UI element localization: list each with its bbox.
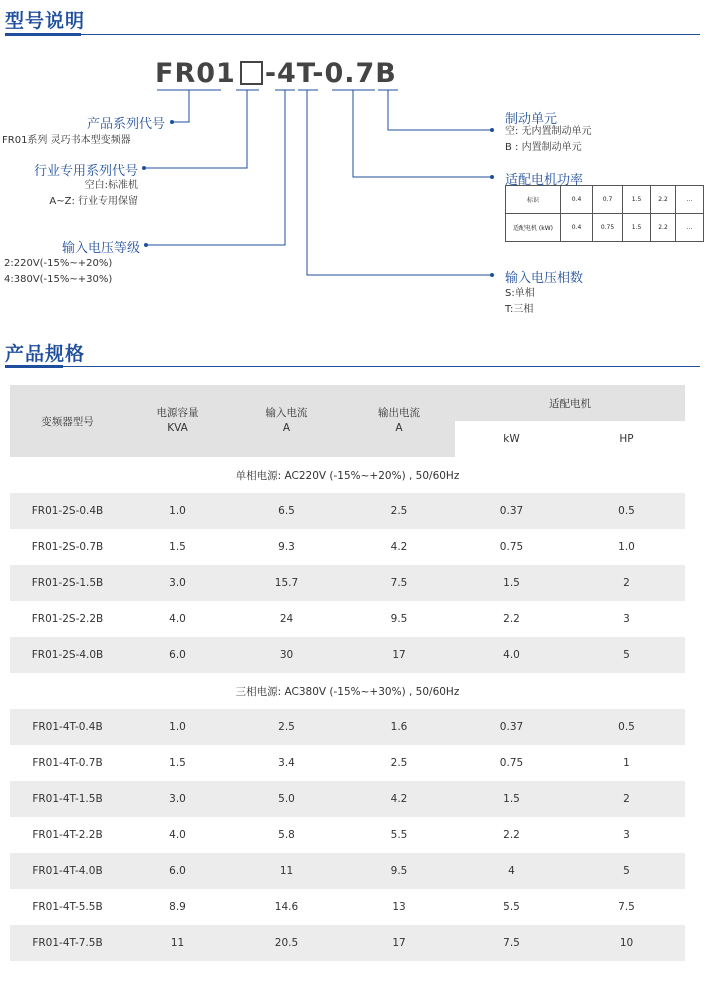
cell-model: FR01-4T-2.2B bbox=[32, 829, 103, 841]
section-title-spec: 产品规格 bbox=[5, 343, 86, 365]
label-input-phase: 输入电压相数 bbox=[505, 271, 584, 286]
cell-capacity: 3.0 bbox=[125, 781, 230, 817]
cell-output-current: 4.2 bbox=[343, 781, 455, 817]
label-voltage-level: 输入电压等级 bbox=[61, 241, 140, 256]
cell-kw: 0.75 bbox=[499, 541, 524, 553]
cell-output-current: 9.5 bbox=[343, 853, 455, 889]
group-title-row bbox=[10, 673, 685, 709]
header-motor: 适配电机 bbox=[455, 385, 685, 421]
cell-kw: 2.2 bbox=[503, 613, 520, 625]
cell-model: FR01-2S-2.2B bbox=[31, 613, 104, 625]
cell-output-current: 13 bbox=[392, 901, 406, 913]
cell-model: FR01-4T-0.7B bbox=[32, 757, 103, 769]
cell-input-current: 24 bbox=[279, 613, 294, 625]
desc-industry-standard: 空白:标准机 bbox=[84, 180, 138, 191]
desc-phase-three: T:三相 bbox=[505, 304, 534, 315]
power-kw-cell: 2.2 bbox=[651, 214, 676, 242]
cell-model: FR01-2S-4.0B bbox=[10, 637, 125, 673]
group-title-single-phase: 单相电源: AC220V (-15%~+20%) , 50/60Hz bbox=[10, 457, 685, 493]
cell-model: FR01-4T-5.5B bbox=[32, 901, 103, 913]
cell-hp: 5 bbox=[568, 853, 685, 889]
cell-hp: 10 bbox=[568, 925, 685, 961]
header-output-current bbox=[343, 385, 455, 457]
power-code-table bbox=[505, 185, 704, 242]
table-row bbox=[10, 637, 685, 673]
cell-input-current: 3.4 bbox=[278, 757, 295, 769]
label-brake-unit: 制动单元 bbox=[505, 112, 558, 127]
cell-input-current: 30 bbox=[230, 637, 343, 673]
cell-output-current: 17 bbox=[343, 637, 455, 673]
line-brake bbox=[388, 90, 492, 130]
header-output-current-label: 输出电流 bbox=[378, 407, 420, 419]
cell-kw: 2.2 bbox=[503, 829, 520, 841]
cell-kw: 4 bbox=[455, 853, 568, 889]
cell-model: FR01-4T-1.5B bbox=[10, 781, 125, 817]
section-divider bbox=[5, 366, 700, 367]
desc-brake-none: 空: 无内置制动单元 bbox=[505, 126, 592, 137]
label-series-code: 产品系列代号 bbox=[86, 117, 165, 132]
cell-output-current: 9.5 bbox=[390, 613, 408, 625]
cell-output-current: 2.5 bbox=[390, 757, 408, 769]
power-code-cell: 1.5 bbox=[623, 186, 651, 214]
power-code-cell: 标识 bbox=[506, 186, 561, 214]
table-row bbox=[10, 745, 685, 781]
cell-input-current: 15.7 bbox=[230, 565, 343, 601]
cell-kw: 1.5 bbox=[455, 781, 568, 817]
cell-capacity: 1.5 bbox=[169, 541, 186, 553]
line-phase bbox=[307, 90, 492, 275]
power-kw-cell: … bbox=[676, 214, 704, 242]
cell-hp: 1.0 bbox=[618, 541, 635, 553]
cell-capacity: 6.0 bbox=[125, 853, 230, 889]
cell-input-current: 5.0 bbox=[230, 781, 343, 817]
cell-input-current: 20.5 bbox=[230, 925, 343, 961]
cell-capacity: 1.0 bbox=[125, 709, 230, 745]
group-title-row bbox=[10, 457, 685, 493]
header-capacity-unit: KVA bbox=[167, 422, 188, 434]
cell-output-current: 5.5 bbox=[390, 829, 408, 841]
cell-hp: 7.5 bbox=[618, 901, 635, 913]
cell-output-current: 17 bbox=[343, 925, 455, 961]
cell-hp: 2 bbox=[568, 565, 685, 601]
cell-hp: 0.5 bbox=[568, 493, 685, 529]
cell-kw: 1.5 bbox=[455, 565, 568, 601]
cell-kw: 0.37 bbox=[455, 709, 568, 745]
cell-hp: 3 bbox=[623, 613, 630, 625]
cell-hp: 3 bbox=[623, 829, 630, 841]
power-code-row bbox=[506, 186, 704, 214]
table-row bbox=[10, 781, 685, 817]
cell-kw: 4.0 bbox=[455, 637, 568, 673]
desc-voltage-380: 4:380V(-15%~+30%) bbox=[4, 274, 113, 285]
cell-model: FR01-2S-0.7B bbox=[31, 541, 104, 553]
cell-kw: 7.5 bbox=[455, 925, 568, 961]
table-row bbox=[10, 493, 685, 529]
cell-kw: 5.5 bbox=[503, 901, 520, 913]
desc-series-code: FR01系列 灵巧书本型变频器 bbox=[2, 135, 131, 146]
header-input-current-unit: A bbox=[282, 422, 291, 434]
header-hp: HP bbox=[568, 421, 685, 457]
spec-table bbox=[10, 385, 685, 961]
power-code-cell: 0.4 bbox=[561, 186, 593, 214]
cell-capacity: 8.9 bbox=[169, 901, 186, 913]
power-code-cell: 2.2 bbox=[651, 186, 676, 214]
desc-voltage-220: 2:220V(-15%~+20%) bbox=[4, 258, 113, 269]
header-kw: kW bbox=[455, 421, 568, 457]
header-capacity-label: 电源容量 bbox=[156, 407, 199, 419]
table-row bbox=[10, 709, 685, 745]
cell-kw: 0.75 bbox=[499, 757, 524, 769]
header-capacity bbox=[125, 385, 230, 457]
cell-capacity: 3.0 bbox=[125, 565, 230, 601]
table-row bbox=[10, 853, 685, 889]
spec-header-row bbox=[10, 385, 685, 421]
model-code-suffix: -4T-0.7B bbox=[264, 58, 397, 89]
label-motor-power: 适配电机功率 bbox=[505, 173, 584, 188]
cell-hp: 0.5 bbox=[568, 709, 685, 745]
cell-model: FR01-4T-4.0B bbox=[10, 853, 125, 889]
cell-input-current: 14.6 bbox=[274, 901, 299, 913]
header-input-current bbox=[230, 385, 343, 457]
section-title-underline bbox=[5, 365, 63, 368]
desc-industry-reserved: A~Z: 行业专用保留 bbox=[49, 196, 138, 207]
cell-output-current: 2.5 bbox=[343, 493, 455, 529]
cell-model: FR01-2S-0.4B bbox=[10, 493, 125, 529]
power-kw-cell: 0.4 bbox=[561, 214, 593, 242]
table-row bbox=[10, 925, 685, 961]
cell-output-current: 7.5 bbox=[343, 565, 455, 601]
table-row bbox=[10, 601, 685, 637]
cell-capacity: 1.5 bbox=[169, 757, 186, 769]
cell-model: FR01-4T-0.4B bbox=[10, 709, 125, 745]
header-output-current-unit: A bbox=[395, 422, 403, 434]
cell-output-current: 1.6 bbox=[343, 709, 455, 745]
cell-capacity: 6.0 bbox=[125, 637, 230, 673]
line-power bbox=[353, 90, 492, 177]
cell-capacity: 1.0 bbox=[125, 493, 230, 529]
cell-capacity: 4.0 bbox=[169, 613, 186, 625]
power-kw-cell: 0.75 bbox=[593, 214, 623, 242]
header-input-current-label: 输入电流 bbox=[265, 407, 308, 419]
cell-input-current: 2.5 bbox=[230, 709, 343, 745]
line-series bbox=[172, 90, 189, 122]
group-title-three-phase: 三相电源: AC380V (-15%~+30%) , 50/60Hz bbox=[10, 673, 685, 709]
table-row bbox=[10, 889, 685, 925]
desc-phase-single: S:单相 bbox=[505, 288, 535, 299]
cell-output-current: 4.2 bbox=[390, 541, 408, 553]
desc-brake-builtin: B : 内置制动单元 bbox=[505, 142, 582, 153]
cell-input-current: 11 bbox=[230, 853, 343, 889]
cell-hp: 2 bbox=[568, 781, 685, 817]
cell-input-current: 5.8 bbox=[278, 829, 295, 841]
section-title-model: 型号说明 bbox=[5, 10, 86, 32]
cell-hp: 5 bbox=[568, 637, 685, 673]
power-code-cell: … bbox=[676, 186, 704, 214]
cell-input-current: 9.3 bbox=[278, 541, 295, 553]
table-row bbox=[10, 529, 685, 565]
model-code-prefix: FR01 bbox=[155, 58, 236, 89]
cell-hp: 1 bbox=[623, 757, 630, 769]
power-kw-cell: 1.5 bbox=[623, 214, 651, 242]
power-code-cell: 0.7 bbox=[593, 186, 623, 214]
cell-input-current: 6.5 bbox=[230, 493, 343, 529]
power-kw-row bbox=[506, 214, 704, 242]
cell-model: FR01-2S-1.5B bbox=[10, 565, 125, 601]
table-row bbox=[10, 817, 685, 853]
cell-capacity: 4.0 bbox=[169, 829, 186, 841]
cell-model: FR01-4T-7.5B bbox=[10, 925, 125, 961]
label-industry-code: 行业专用系列代号 bbox=[33, 164, 138, 179]
power-kw-cell: 适配电机 (kW) bbox=[506, 214, 561, 242]
header-model: 变频器型号 bbox=[10, 385, 125, 457]
cell-capacity: 11 bbox=[125, 925, 230, 961]
table-row bbox=[10, 565, 685, 601]
cell-kw: 0.37 bbox=[455, 493, 568, 529]
